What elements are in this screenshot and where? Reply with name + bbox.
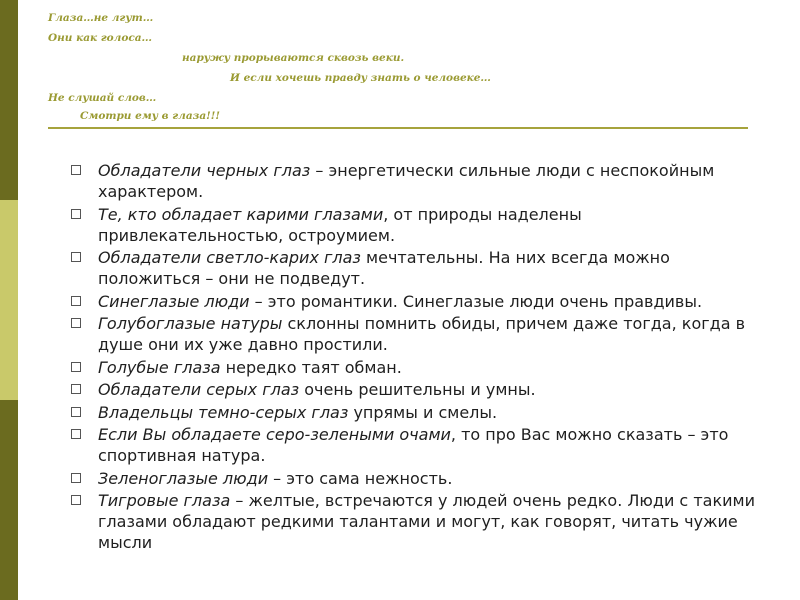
item-emphasis: Зеленоглазые люди (98, 468, 269, 488)
item-emphasis: Синеглазые люди (98, 291, 250, 311)
checkbox-outline-icon (70, 164, 82, 176)
item-text: склонны помнить обиды, причем даже тогда, когда в душе они их уже давно простили. (98, 314, 746, 354)
checkbox-outline-icon (70, 494, 82, 506)
epigraph-line: Глаза…не лгут… (48, 12, 154, 24)
checkbox-outline-icon (70, 361, 82, 373)
list-item (70, 402, 760, 423)
sidebar-segment-dark-bottom (0, 400, 18, 600)
list-item (70, 490, 760, 553)
checkbox-outline-icon (70, 317, 82, 329)
item-emphasis: Те, кто обладает карими глазами (98, 204, 384, 224)
checkbox-outline-icon (70, 208, 82, 220)
list-item (70, 379, 760, 400)
item-emphasis: Владельцы темно-серых глаз (98, 402, 349, 422)
checkbox-outline-icon (70, 383, 82, 395)
item-emphasis: Обладатели серых глаз (98, 380, 300, 399)
checkbox-outline-icon (70, 428, 82, 440)
checkbox-outline-icon (70, 406, 82, 418)
epigraph-line: наружу прорываются сквозь веки. (182, 52, 405, 64)
item-text: нередко таят обман. (220, 357, 402, 377)
item-emphasis: Обладатели светло-карих глаз (98, 248, 361, 267)
epigraph-line: Смотри ему в глаза!!! (80, 110, 220, 122)
epigraph-line: И если хочешь правду знать о человеке… (230, 72, 491, 84)
divider-rule (48, 127, 748, 129)
list-item (70, 357, 760, 378)
item-text: – энергетически сильные люди с неспокойным характером. (98, 161, 715, 201)
item-emphasis: Если Вы обладаете серо-зелеными очами (98, 425, 451, 444)
item-emphasis: Обладатели черных глаз (98, 161, 311, 180)
checkbox-outline-icon (70, 295, 82, 307)
item-text: упрямы и смелы. (348, 402, 498, 422)
list-item (70, 424, 760, 466)
checkbox-outline-icon (70, 472, 82, 484)
item-emphasis: Голубые глаза (98, 357, 221, 377)
list-item (70, 204, 760, 246)
item-text: – это романтики. Синеглазые люди очень правдивы. (249, 291, 703, 311)
epigraph-line: Они как голоса… (48, 32, 153, 44)
item-text: , то про Вас можно сказать – это спортивная натура. (98, 425, 729, 465)
epigraph-line: Не слушай слов… (48, 92, 157, 104)
item-text: очень решительны и умны. (299, 380, 536, 399)
item-text: – желтые, встречаются у людей очень редко. Люди с такими глазами обладают редкими талантами и могут, как говорят, читать чужие мысли (98, 491, 755, 552)
item-text: – это сама нежность. (268, 468, 453, 488)
list-item (70, 313, 760, 355)
eye-color-list (70, 160, 760, 555)
list-item (70, 291, 760, 312)
item-text: , от природы наделены привлекательностью, остроумием. (98, 204, 582, 245)
item-emphasis: Голубоглазые натуры (98, 314, 283, 333)
checkbox-outline-icon (70, 251, 82, 263)
decorative-sidebar (0, 0, 18, 600)
item-emphasis: Тигровые глаза (98, 491, 231, 510)
sidebar-segment-light (0, 200, 18, 400)
sidebar-segment-dark-top (0, 0, 18, 200)
item-text: мечтательны. На них всегда можно положиться – они не подведут. (98, 248, 670, 288)
list-item (70, 160, 760, 202)
list-item (70, 468, 760, 489)
list-item (70, 247, 760, 289)
